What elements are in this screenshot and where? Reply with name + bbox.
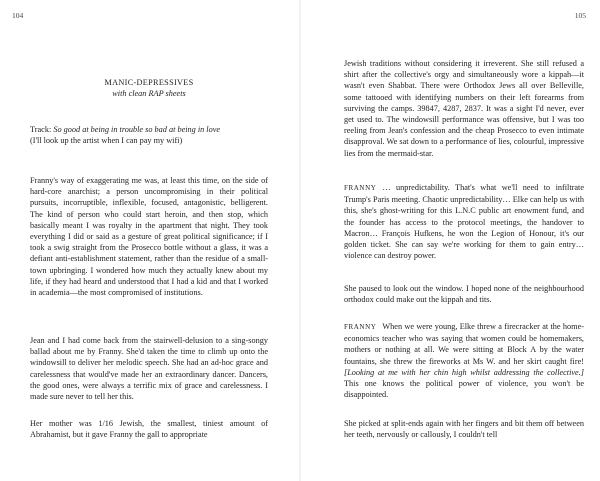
paragraph: She picked at split-ends again with her fingers and bit them off between her teeth, nervously or callously, I couldn't tell xyxy=(344,419,584,440)
dialogue-block xyxy=(344,321,584,400)
dialogue-text: … unpredictability. That's what we'll need to infiltrate Trump's Paris meeting. Chaotic unpredictability… Elke can help us with this, she's ghost-writing for this L.N.C public art enowment fund, and the founder has access to the protocol meetings, the handover to Macron… François Hufkens, he won the Legion of Honour, it's our golden ticket. She can say we're working for them to gain entry… violence can destroy power. xyxy=(344,183,584,261)
page-number-right: 105 xyxy=(574,11,586,20)
paragraph: Jean and I had come back from the stairwell-delusion to a sing-songy ballad about me by Franny. She'd taken the time to climb up onto the windowsill to deliver her melodic speech. She had an ad-hoc grace and carelessness that would've made her an extraordinary dancer. Dancers, the good ones, were always a terrific mix of grace and carelessness. I made sure never to tell her this. xyxy=(30,336,268,402)
chapter-title: MANIC-DEPRESSIVES xyxy=(104,78,194,87)
track-aside: (I'll look up the artist when I can pay my wifi) xyxy=(30,136,183,146)
paragraph: Jewish traditions without considering it irreverent. She still refused a shirt after the collective's orgy and simultaneously wore a kippah—it wasn't even Shabbat. There were Orthodox Jews all over Belleville, some tattooed with identifying numbers on their left forearms from surviving the camps. 39847, 4287, 2837. It was a sight I'd never, ever get used to. The windowsill performance was offensive, but I was too reeling from Jean's confession and the cheap Prosecco to even intimate disapproval. We sat down to a performance of lies, colourful, impressive lies from the mermaid-star. xyxy=(344,59,584,158)
speaker-name: FRANNY xyxy=(344,323,377,331)
right-page xyxy=(300,0,600,481)
paragraph: Her mother was 1/16 Jewish, the smallest, tiniest amount of Abrahamist, but it gave Franny the gall to appropriate xyxy=(30,419,268,440)
page-number-left: 104 xyxy=(12,11,24,20)
dialogue-block xyxy=(344,182,584,261)
track-song: So good at being in trouble so bad at being in love xyxy=(53,125,221,134)
chapter-heading xyxy=(30,77,268,99)
track-label: Track: xyxy=(30,125,54,134)
chapter-subtitle: with clean RAP sheets xyxy=(112,89,186,98)
speaker-name: FRANNY xyxy=(344,184,377,192)
dialogue-text: When we were young, Elke threw a firecracker at the home-economics teacher who was saying that women could be homemakers, mothers or nothing at all. We were sitting at Block A by the water fountains, she threw the fireworks at Ms W. and her skirt caught fire! xyxy=(344,322,584,366)
paragraph: Franny's way of exaggerating me was, at least this time, on the side of hard-core anarchist; a person uncompromising in their political pursuits, incorruptible, inflexible, focused, antagonistic, belligerent. The kind of person who could start heroin, and then stop, which basically meant I was royalty in the apartment that night. They took everything I did or said as a gesture of great political significance; if I took a swig straight from the Prosecco bottle without a glass, it was a defiant anti-establishment statement, rather than the residue of a small-town upbringing. I wondered how much they actually knew about my life, if they had heard and understood that I had a kid and that I worked in academia—the most compromised of institutions. xyxy=(30,176,268,298)
paragraph: She paused to look out the window. I hoped none of the neighbourhood orthodox could make out the kippah and tits. xyxy=(344,284,584,305)
stage-direction: [Looking at me with her chin high whilst addressing the collective.] xyxy=(344,367,584,377)
dialogue-text: This one knows the political power of violence, you won't be disappointed. xyxy=(344,379,584,400)
track-note xyxy=(30,124,280,146)
